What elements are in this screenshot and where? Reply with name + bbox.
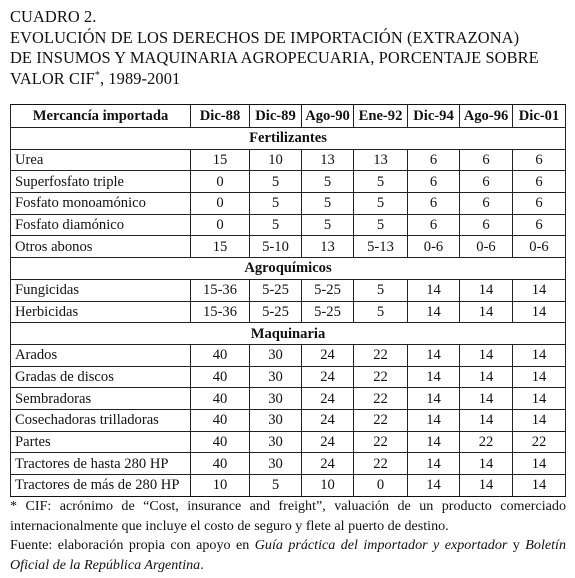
value-cell: 5 — [354, 301, 408, 323]
value-cell: 14 — [408, 366, 460, 388]
value-cell: 0 — [191, 193, 250, 215]
value-cell: 22 — [460, 431, 513, 453]
value-cell: 24 — [302, 344, 354, 366]
table-row — [11, 453, 566, 475]
value-cell: 14 — [408, 475, 460, 497]
value-cell: 13 — [302, 149, 354, 171]
value-cell: 24 — [302, 388, 354, 410]
value-cell: 14 — [408, 409, 460, 431]
value-cell: 30 — [250, 344, 302, 366]
value-cell: 30 — [250, 409, 302, 431]
value-cell: 15 — [191, 149, 250, 171]
value-cell: 0 — [191, 171, 250, 193]
item-name-cell: Superfosfato triple — [11, 171, 191, 193]
value-cell: 6 — [513, 171, 566, 193]
section-title: Agroquímicos — [11, 258, 566, 280]
value-cell: 14 — [513, 475, 566, 497]
table-caption — [10, 7, 565, 89]
header-cell: Ago-90 — [302, 105, 354, 128]
caption-text: VALOR CIF — [10, 68, 95, 88]
section-row — [11, 128, 566, 150]
value-cell: 22 — [354, 431, 408, 453]
source-text: Fuente: elaboración propia con apoyo en — [10, 537, 255, 554]
caption-line: DE INSUMOS Y MAQUINARIA AGROPECUARIA, PORCENTAJE SOBRE — [10, 48, 539, 68]
value-cell: 6 — [460, 149, 513, 171]
value-cell: 14 — [513, 301, 566, 323]
value-cell: 13 — [354, 149, 408, 171]
value-cell: 5 — [302, 214, 354, 236]
value-cell: 5-10 — [250, 236, 302, 258]
value-cell: 10 — [302, 475, 354, 497]
source-title: Boletín Oficial de la República Argentina — [10, 537, 567, 573]
item-name-cell: Tractores de más de 280 HP — [11, 475, 191, 497]
value-cell: 5 — [250, 475, 302, 497]
caption-text: , 1989-2001 — [99, 68, 181, 88]
value-cell: 0 — [191, 214, 250, 236]
header-cell: Ago-96 — [460, 105, 513, 128]
value-cell: 14 — [460, 453, 513, 475]
value-cell: 5-25 — [250, 301, 302, 323]
item-name-cell: Tractores de hasta 280 HP — [11, 453, 191, 475]
table-row — [11, 193, 566, 215]
source-title: Guía práctica del importador y exportador — [254, 537, 508, 554]
header-row — [11, 105, 566, 128]
notes — [10, 497, 566, 575]
value-cell: 14 — [408, 431, 460, 453]
header-cell: Dic-88 — [191, 105, 250, 128]
table-row — [11, 344, 566, 366]
value-cell: 6 — [460, 214, 513, 236]
value-cell: 14 — [408, 279, 460, 301]
table-row — [11, 366, 566, 388]
import-duties-table — [10, 104, 566, 497]
value-cell: 5-25 — [302, 301, 354, 323]
header-cell: Ene-92 — [354, 105, 408, 128]
value-cell: 6 — [460, 193, 513, 215]
value-cell: 5 — [250, 193, 302, 215]
value-cell: 15-36 — [191, 301, 250, 323]
section-row — [11, 258, 566, 280]
value-cell: 0-6 — [460, 236, 513, 258]
value-cell: 24 — [302, 409, 354, 431]
caption-number: CUADRO 2. — [10, 7, 97, 26]
value-cell: 14 — [460, 475, 513, 497]
table-row — [11, 279, 566, 301]
source-note — [10, 536, 566, 575]
item-name-cell: Urea — [11, 149, 191, 171]
value-cell: 5-25 — [250, 279, 302, 301]
section-row — [11, 323, 566, 345]
value-cell: 0 — [354, 475, 408, 497]
item-name-cell: Fungicidas — [11, 279, 191, 301]
section-title: Fertilizantes — [11, 128, 566, 150]
value-cell: 5 — [354, 193, 408, 215]
value-cell: 22 — [354, 344, 408, 366]
value-cell: 14 — [408, 388, 460, 410]
value-cell: 5-13 — [354, 236, 408, 258]
value-cell: 6 — [408, 214, 460, 236]
item-name-cell: Herbicidas — [11, 301, 191, 323]
item-name-cell: Arados — [11, 344, 191, 366]
value-cell: 10 — [191, 475, 250, 497]
value-cell: 6 — [513, 193, 566, 215]
source-text: y — [507, 537, 526, 554]
value-cell: 40 — [191, 409, 250, 431]
value-cell: 40 — [191, 431, 250, 453]
source-text: . — [200, 556, 204, 573]
item-name-cell: Cosechadoras trilladoras — [11, 409, 191, 431]
value-cell: 5 — [250, 171, 302, 193]
value-cell: 14 — [408, 301, 460, 323]
value-cell: 14 — [460, 279, 513, 301]
value-cell: 24 — [302, 453, 354, 475]
item-name-cell: Partes — [11, 431, 191, 453]
value-cell: 24 — [302, 366, 354, 388]
value-cell: 5 — [354, 214, 408, 236]
value-cell: 14 — [513, 279, 566, 301]
value-cell: 14 — [460, 301, 513, 323]
header-cell: Mercancía importada — [11, 105, 191, 128]
value-cell: 15 — [191, 236, 250, 258]
value-cell: 22 — [513, 431, 566, 453]
value-cell: 0-6 — [513, 236, 566, 258]
value-cell: 13 — [302, 236, 354, 258]
value-cell: 30 — [250, 453, 302, 475]
item-name-cell: Fosfato diamónico — [11, 214, 191, 236]
value-cell: 6 — [460, 171, 513, 193]
value-cell: 6 — [408, 171, 460, 193]
value-cell: 14 — [408, 453, 460, 475]
footnote-marker: * — [94, 69, 100, 81]
value-cell: 5 — [302, 193, 354, 215]
value-cell: 14 — [513, 344, 566, 366]
item-name-cell: Sembradoras — [11, 388, 191, 410]
value-cell: 14 — [513, 366, 566, 388]
footnote: * CIF: acrónimo de “Cost, insurance and freight”, valuación de un producto comerciado internacionalmente que incluye el costo de seguro y flete al puerto de destino. — [10, 498, 566, 534]
value-cell: 15-36 — [191, 279, 250, 301]
caption-line: EVOLUCIÓN DE LOS DERECHOS DE IMPORTACIÓN (EXTRAZONA) — [10, 27, 520, 47]
value-cell: 40 — [191, 366, 250, 388]
table-row — [11, 475, 566, 497]
value-cell: 30 — [250, 366, 302, 388]
section-title: Maquinaria — [11, 323, 566, 345]
value-cell: 14 — [460, 409, 513, 431]
value-cell: 14 — [460, 388, 513, 410]
value-cell: 5-25 — [302, 279, 354, 301]
value-cell: 5 — [250, 214, 302, 236]
header-cell: Dic-89 — [250, 105, 302, 128]
value-cell: 6 — [513, 214, 566, 236]
table-row — [11, 431, 566, 453]
value-cell: 30 — [250, 388, 302, 410]
value-cell: 24 — [302, 431, 354, 453]
value-cell: 22 — [354, 388, 408, 410]
value-cell: 5 — [354, 279, 408, 301]
value-cell: 40 — [191, 453, 250, 475]
value-cell: 10 — [250, 149, 302, 171]
value-cell: 6 — [513, 149, 566, 171]
item-name-cell: Gradas de discos — [11, 366, 191, 388]
table-row — [11, 171, 566, 193]
value-cell: 5 — [354, 171, 408, 193]
value-cell: 14 — [460, 366, 513, 388]
value-cell: 22 — [354, 366, 408, 388]
caption-line — [10, 69, 565, 90]
table-row — [11, 236, 566, 258]
table-row — [11, 409, 566, 431]
value-cell: 6 — [408, 193, 460, 215]
value-cell: 40 — [191, 344, 250, 366]
value-cell: 5 — [302, 171, 354, 193]
header-cell: Dic-01 — [513, 105, 566, 128]
table-row — [11, 301, 566, 323]
table-row — [11, 214, 566, 236]
value-cell: 14 — [513, 453, 566, 475]
header-cell: Dic-94 — [408, 105, 460, 128]
item-name-cell: Otros abonos — [11, 236, 191, 258]
value-cell: 6 — [408, 149, 460, 171]
value-cell: 14 — [408, 344, 460, 366]
value-cell: 40 — [191, 388, 250, 410]
value-cell: 14 — [460, 344, 513, 366]
value-cell: 22 — [354, 453, 408, 475]
value-cell: 14 — [513, 409, 566, 431]
table-row — [11, 388, 566, 410]
value-cell: 22 — [354, 409, 408, 431]
value-cell: 30 — [250, 431, 302, 453]
table-body — [11, 128, 566, 497]
item-name-cell: Fosfato monoamónico — [11, 193, 191, 215]
value-cell: 14 — [513, 388, 566, 410]
table-row — [11, 149, 566, 171]
value-cell: 0-6 — [408, 236, 460, 258]
